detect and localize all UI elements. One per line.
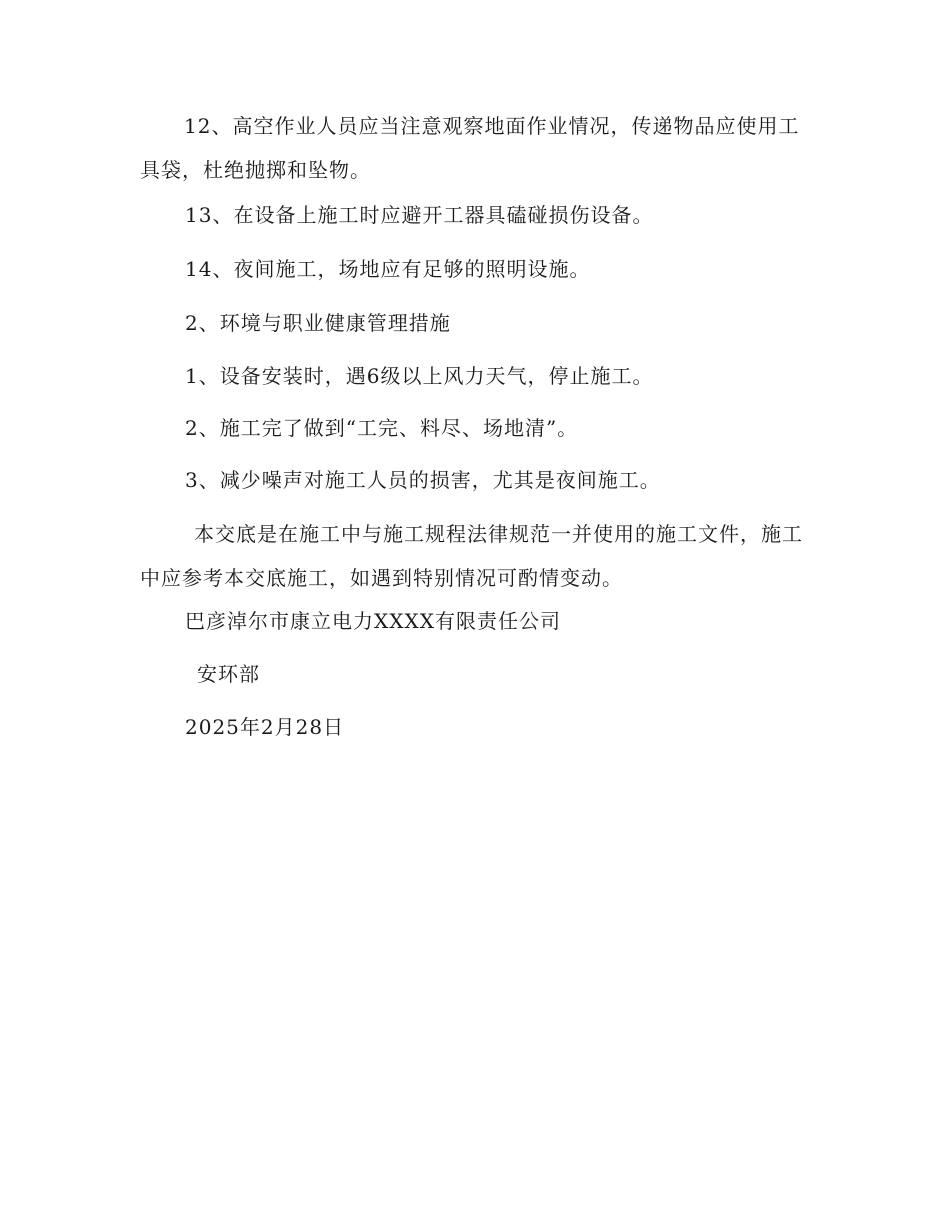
paragraph-item-13: 13、在设备上施工时应避开工器具磕碰损伤设备。 xyxy=(185,203,654,227)
paragraph-item-3: 3、减少噪声对施工人员的损害，尤其是夜间施工。 xyxy=(185,468,661,492)
document-date: 2025年2月28日 xyxy=(185,715,345,739)
department-name: 安环部 xyxy=(197,662,260,686)
company-name: 巴彦淖尔市康立电力XXXX有限责任公司 xyxy=(185,609,561,633)
paragraph-item-2: 2、施工完了做到“工完、料尽、场地清”。 xyxy=(185,416,579,440)
paragraph-item-1: 1、设备安装时，遇6级以上风力天气，停止施工。 xyxy=(185,364,654,388)
paragraph-item-14: 14、夜间施工，场地应有足够的照明设施。 xyxy=(185,257,591,281)
paragraph-item-12: 12、高空作业人员应当注意观察地面作业情况，传递物品应使用工具袋，杜绝抛掷和坠物。 xyxy=(140,114,800,182)
closing-paragraph: 本交底是在施工中与施工规程法律规范一并使用的施工文件，施工中应参考本交底施工，如遇到特别情况可酌情变动。 xyxy=(140,522,803,590)
section-heading: 2、环境与职业健康管理措施 xyxy=(185,311,451,335)
